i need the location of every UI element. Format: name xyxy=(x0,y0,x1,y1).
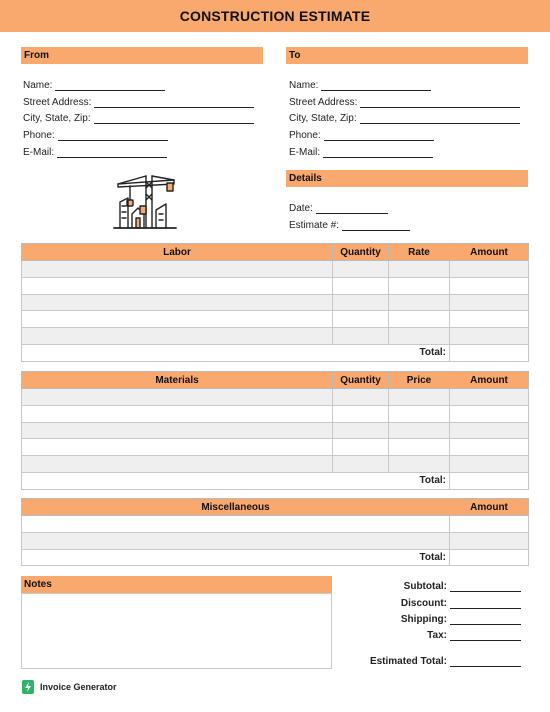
table-row[interactable] xyxy=(22,294,529,311)
labor-total-value[interactable] xyxy=(450,344,529,361)
table-row[interactable] xyxy=(22,439,529,456)
shipping-field[interactable]: Shipping: xyxy=(358,612,521,625)
misc-column-header: Miscellaneous xyxy=(22,499,450,516)
quantity-column-header: Quantity xyxy=(333,244,389,261)
to-name-field[interactable]: Name: xyxy=(289,78,431,91)
labor-table xyxy=(21,243,529,362)
misc-total-label: Total: xyxy=(22,549,450,566)
labor-total-label: Total: xyxy=(22,344,450,361)
to-street-field[interactable]: Street Address: xyxy=(289,95,520,108)
materials-total-label: Total: xyxy=(22,472,450,489)
footer-brand[interactable] xyxy=(22,680,117,694)
construction-crane-icon xyxy=(112,170,178,232)
to-email-field[interactable]: E-Mail: xyxy=(289,145,433,158)
page-title: CONSTRUCTION ESTIMATE xyxy=(179,8,371,24)
page-title-bar xyxy=(0,0,550,32)
price-column-header: Price xyxy=(389,372,450,389)
from-email-field[interactable]: E-Mail: xyxy=(23,145,167,158)
from-city-field[interactable]: City, State, Zip: xyxy=(23,111,254,124)
details-header: Details xyxy=(286,170,528,187)
materials-column-header: Materials xyxy=(22,372,333,389)
subtotal-field[interactable]: Subtotal: xyxy=(358,579,521,592)
labor-total-row xyxy=(22,344,529,361)
table-row[interactable] xyxy=(22,277,529,294)
date-field[interactable]: Date: xyxy=(289,201,388,214)
table-row[interactable] xyxy=(22,389,529,406)
to-phone-field[interactable]: Phone: xyxy=(289,128,434,141)
from-header: From xyxy=(21,47,263,64)
table-row[interactable] xyxy=(22,532,529,549)
misc-total-value[interactable] xyxy=(450,549,529,566)
materials-table xyxy=(21,371,529,490)
table-row[interactable] xyxy=(22,311,529,328)
labor-column-header: Labor xyxy=(22,244,333,261)
discount-field[interactable]: Discount: xyxy=(358,596,521,609)
tax-field[interactable]: Tax: xyxy=(358,628,521,641)
to-header: To xyxy=(286,47,528,64)
to-city-field[interactable]: City, State, Zip: xyxy=(289,111,520,124)
estimate-number-field[interactable]: Estimate #: xyxy=(289,218,410,231)
footer-brand-label: Invoice Generator xyxy=(40,682,117,692)
amount-column-header: Amount xyxy=(450,372,529,389)
from-name-field[interactable]: Name: xyxy=(23,78,165,91)
table-row[interactable] xyxy=(22,261,529,278)
from-street-field[interactable]: Street Address: xyxy=(23,95,254,108)
table-row[interactable] xyxy=(22,516,529,533)
notes-textarea[interactable] xyxy=(21,593,332,669)
table-row[interactable] xyxy=(22,456,529,473)
table-row[interactable] xyxy=(22,422,529,439)
materials-total-row xyxy=(22,472,529,489)
table-row[interactable] xyxy=(22,328,529,345)
amount-column-header: Amount xyxy=(450,244,529,261)
table-row[interactable] xyxy=(22,405,529,422)
misc-table xyxy=(21,498,529,566)
estimated-total-field[interactable]: Estimated Total: xyxy=(358,654,521,667)
quantity-column-header: Quantity xyxy=(333,372,389,389)
materials-total-value[interactable] xyxy=(450,472,529,489)
rate-column-header: Rate xyxy=(389,244,450,261)
misc-total-row xyxy=(22,549,529,566)
amount-column-header: Amount xyxy=(450,499,529,516)
lightning-bolt-icon xyxy=(22,680,34,694)
from-phone-field[interactable]: Phone: xyxy=(23,128,168,141)
notes-header: Notes xyxy=(21,576,332,593)
